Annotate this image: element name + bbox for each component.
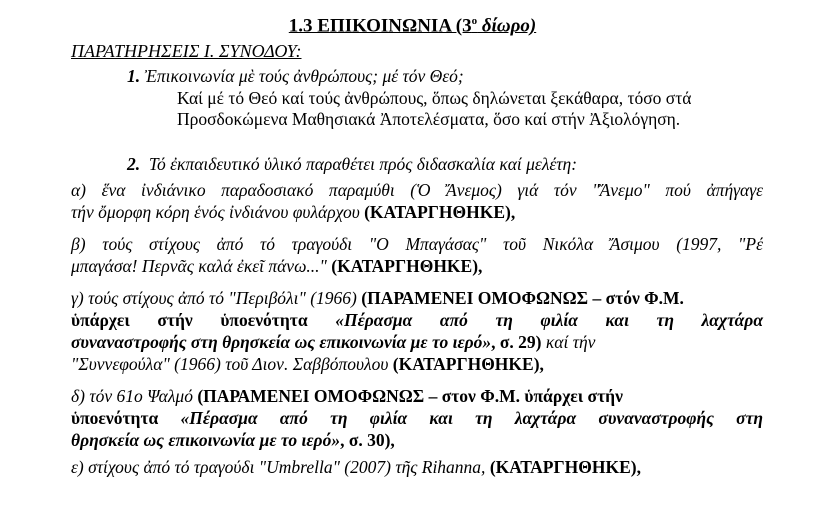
- entry-a-line2: [71, 201, 515, 223]
- entry-d-line2: [71, 407, 763, 429]
- entry-e-status: (ΚΑΤΑΡΓΗΘΗΚΕ),: [489, 457, 641, 477]
- entry-d-line3: [71, 429, 395, 451]
- entry-b-text: μπαγάσα! Περνᾶς καλά ἐκεῖ πάνω...": [71, 256, 332, 276]
- entry-c-line3: [71, 331, 595, 353]
- item1-question-line: [127, 65, 464, 87]
- entry-d-quote-start: «Πέρασμα από τη φιλία και τη λαχτάρα συναναστροφής στη: [180, 408, 763, 428]
- entry-e-line1: [71, 456, 641, 478]
- entry-c-status: (ΠΑΡΑΜΕΝΕΙ ΟΜΟΦΩΝΩΣ – στόν Φ.Μ.: [361, 288, 684, 308]
- entry-c-note: ὑπάρχει στήν ὑποενότητα: [71, 310, 336, 330]
- entry-c-line1: [71, 287, 684, 309]
- entry-a-status: (ΚΑΤΑΡΓΗΘΗΚΕ),: [364, 202, 516, 222]
- entry-c-line4: [71, 353, 544, 375]
- entry-a-line1: α) ἕνα ἰνδιάνικο παραδοσιακό παραμύθι (Ὁ Ἄνεμος) γιά τόν "Ἄνεμο" πού ἀπήγαγε: [71, 180, 763, 200]
- entry-c-second-song: "Συννεφούλα" (1966) τοῦ Διον. Σαββόπουλου: [71, 354, 393, 374]
- entry-c-quote-start: «Πέρασμα από τη φιλία και τη λαχτάρα: [335, 310, 764, 330]
- entry-d-quote-end: θρησκεία ως επικοινωνία με το ιερό»: [71, 430, 341, 450]
- entry-c-quote-end: συναναστροφής στη θρησκεία ως επικοινωνία με το ιερό»: [71, 332, 492, 352]
- entry-d-text: δ) τόν 61ο Ψαλμό: [71, 386, 198, 406]
- title-superscript: ο: [471, 15, 478, 27]
- section-heading: ΠΑΡΑΤΗΡΗΣΕΙΣ Ι. ΣΥΝΟΔΟΥ:: [71, 41, 302, 61]
- entry-c-page: , σ. 29): [491, 332, 542, 352]
- entry-a-text: τήν ὄμορφη κόρη ἑνός ἰνδιάνου φυλάρχου: [71, 202, 365, 222]
- entry-d-page: , σ. 30),: [340, 430, 395, 450]
- document-title: [0, 15, 825, 37]
- item2-intro: Τό ἐκπαιδευτικό ὑλικό παραθέτει πρός διδασκαλία καί μελέτη:: [148, 154, 578, 174]
- item2-number: 2.: [127, 154, 141, 174]
- entry-d-line1: [71, 385, 623, 407]
- entry-c-continue: καί τήν: [541, 332, 596, 352]
- title-main: 1.3 ΕΠΙΚΟΙΝΩΝΙΑ (3: [288, 15, 472, 37]
- item1-number: 1.: [127, 66, 141, 86]
- item1-answer-line1: Καί μέ τό Θεό καί τούς ἀνθρώπους, ὅπως δηλώνεται ξεκάθαρα, τόσο στά: [177, 88, 692, 108]
- entry-d-status: (ΠΑΡΑΜΕΝΕΙ ΟΜΟΦΩΝΩΣ – στον Φ.Μ. ὑπάρχει στήν: [197, 386, 623, 406]
- item2-intro-line: [127, 153, 577, 175]
- entry-b-line1: β) τούς στίχους ἀπό τό τραγούδι "Ο Μπαγάσας" τοῦ Νικόλα Ἄσιμου (1997, "Ρέ: [71, 234, 763, 254]
- entry-c-line2: [71, 309, 763, 331]
- title-end: δίωρο): [477, 15, 537, 37]
- entry-b-status: (ΚΑΤΑΡΓΗΘΗΚΕ),: [331, 256, 483, 276]
- item1-answer-line2: Προσδοκώμενα Μαθησιακά Ἀποτελέσματα, ὅσο καί στήν Ἀξιολόγηση.: [177, 109, 681, 129]
- entry-c-second-status: (ΚΑΤΑΡΓΗΘΗΚΕ),: [392, 354, 544, 374]
- item1-question: Ἐπικοινωνία μὲ τούς ἀνθρώπους; μέ τόν Θεό;: [140, 66, 464, 86]
- entry-b-line2: [71, 255, 482, 277]
- entry-c-text: γ) τούς στίχους ἀπό τό "Περιβόλι" (1966): [71, 288, 362, 308]
- entry-d-note: ὑποενότητα: [71, 408, 181, 428]
- entry-e-text: ε) στίχους ἀπό τό τραγούδι "Umbrella" (2007) τῆς Rihanna,: [71, 457, 490, 477]
